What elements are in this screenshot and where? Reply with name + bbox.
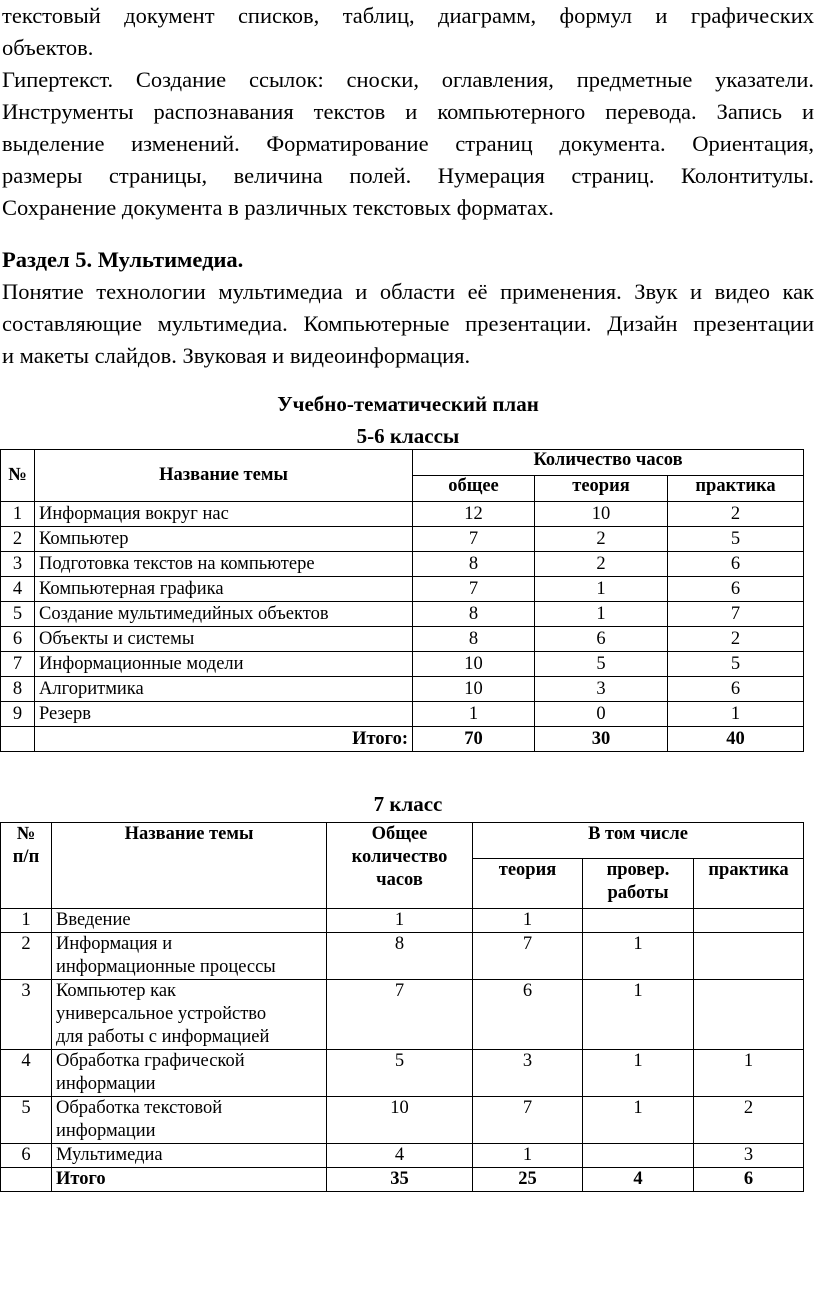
- header-total-line: часов: [376, 870, 423, 890]
- totals-theory: 25: [473, 1168, 583, 1192]
- header-practice: практика: [668, 476, 804, 502]
- row-total: 10: [413, 677, 535, 702]
- table-row-totals: [1, 727, 804, 752]
- row-practice: 1: [668, 702, 804, 727]
- row-practice: 2: [694, 1097, 804, 1144]
- row-num: 2: [1, 527, 35, 552]
- header-including: В том числе: [473, 823, 804, 859]
- row-topic: [52, 980, 327, 1050]
- row-num: 5: [1, 602, 35, 627]
- row-topic-line: Обработка текстовой: [56, 1098, 223, 1118]
- table-row: [1, 602, 804, 627]
- row-total: 8: [413, 602, 535, 627]
- header-theory: теория: [473, 859, 583, 909]
- totals-label: Итого:: [35, 727, 413, 752]
- row-theory: 6: [473, 980, 583, 1050]
- text-line: Сохранение документа в различных текстовых форматах.: [2, 195, 554, 220]
- row-num: 8: [1, 677, 35, 702]
- row-total: 12: [413, 502, 535, 527]
- row-topic: Компьютер: [35, 527, 413, 552]
- row-topic-line: информационные процессы: [56, 957, 276, 977]
- table2-subtitle: 7 класс: [373, 792, 443, 816]
- row-practice: 5: [668, 527, 804, 552]
- row-theory: 0: [535, 702, 668, 727]
- row-total: 4: [327, 1144, 473, 1168]
- header-name: Название темы: [52, 823, 327, 909]
- row-total: 7: [413, 577, 535, 602]
- header-total: общее: [413, 476, 535, 502]
- totals-check: 4: [583, 1168, 694, 1192]
- table-row: [1, 1050, 804, 1097]
- row-check: 1: [583, 1097, 694, 1144]
- row-practice: 1: [694, 1050, 804, 1097]
- table-row: [1, 577, 804, 602]
- row-num: 3: [1, 980, 52, 1050]
- row-practice: 6: [668, 577, 804, 602]
- row-check: [583, 1144, 694, 1168]
- totals-theory: 30: [535, 727, 668, 752]
- table-cell: [1, 727, 35, 752]
- row-num: 1: [1, 909, 52, 933]
- table1-subtitle: 5-6 классы: [356, 424, 460, 448]
- row-theory: 1: [473, 1144, 583, 1168]
- row-topic: [52, 1144, 327, 1168]
- table-row: [1, 909, 804, 933]
- row-topic-line: Введение: [56, 910, 131, 930]
- row-topic: Алгоритмика: [35, 677, 413, 702]
- header-total: [327, 823, 473, 909]
- row-total: 8: [327, 933, 473, 980]
- row-total: 8: [413, 627, 535, 652]
- row-theory: 1: [535, 577, 668, 602]
- row-practice: 2: [668, 502, 804, 527]
- row-total: 5: [327, 1050, 473, 1097]
- header-total-line: Общее: [371, 824, 428, 844]
- header-total-line: количество: [351, 847, 448, 867]
- row-theory: 7: [473, 933, 583, 980]
- row-practice: [694, 933, 804, 980]
- row-practice: [694, 980, 804, 1050]
- paragraph-hypertext: [2, 64, 814, 224]
- row-num: 6: [1, 1144, 52, 1168]
- header-num: [1, 823, 52, 909]
- text-line: Гипертекст. Создание ссылок: сноски, оглавления, предметные указатели.: [2, 67, 814, 92]
- header-name: Название темы: [35, 450, 413, 502]
- totals-label: Итого: [52, 1168, 327, 1192]
- row-topic-line: Информация и: [56, 934, 173, 954]
- text-line: текстовый документ списков, таблиц, диаграмм, формул и графических: [2, 3, 814, 28]
- row-practice: 2: [668, 627, 804, 652]
- row-topic: [52, 909, 327, 933]
- row-practice: 7: [668, 602, 804, 627]
- text-line: Понятие технологии мультимедиа и области её применения. Звук и видео как: [2, 279, 814, 304]
- row-topic: Объекты и системы: [35, 627, 413, 652]
- totals-total: 70: [413, 727, 535, 752]
- plan-title: Учебно-тематический план: [277, 392, 539, 416]
- row-theory: 1: [535, 602, 668, 627]
- paragraph-text-formatting: [2, 0, 814, 64]
- row-theory: 1: [473, 909, 583, 933]
- table-row: [1, 980, 804, 1050]
- row-total: 8: [413, 552, 535, 577]
- row-practice: [694, 909, 804, 933]
- row-topic-line: Мультимедиа: [56, 1145, 163, 1165]
- row-topic: Информационные модели: [35, 652, 413, 677]
- table-cell: [1, 1168, 52, 1192]
- row-topic-line: универсальное устройство: [56, 1004, 267, 1024]
- row-check: 1: [583, 933, 694, 980]
- row-num: 1: [1, 502, 35, 527]
- table-row: [1, 652, 804, 677]
- table-grade-7: [0, 822, 804, 1192]
- row-total: 7: [327, 980, 473, 1050]
- row-theory: 6: [535, 627, 668, 652]
- table-row: [1, 933, 804, 980]
- row-topic: [52, 933, 327, 980]
- row-check: 1: [583, 980, 694, 1050]
- row-theory: 2: [535, 527, 668, 552]
- totals-practice: 6: [694, 1168, 804, 1192]
- row-topic-line: для работы с информацией: [56, 1027, 270, 1047]
- header-practice: практика: [694, 859, 804, 909]
- row-topic-line: Обработка графической: [56, 1051, 245, 1071]
- row-total: 1: [413, 702, 535, 727]
- row-practice: 6: [668, 677, 804, 702]
- table-row: [1, 552, 804, 577]
- row-theory: 5: [535, 652, 668, 677]
- row-theory: 3: [535, 677, 668, 702]
- header-hours: Количество часов: [413, 450, 804, 476]
- row-check: [583, 909, 694, 933]
- row-total: 1: [327, 909, 473, 933]
- row-total: 10: [327, 1097, 473, 1144]
- header-check: [583, 859, 694, 909]
- paragraph-multimedia: [2, 276, 814, 372]
- table-row: [1, 1097, 804, 1144]
- row-num: 6: [1, 627, 35, 652]
- header-theory: теория: [535, 476, 668, 502]
- header-check-line: провер.: [606, 860, 670, 880]
- row-topic-line: информации: [56, 1121, 156, 1141]
- text-line: выделение изменений. Форматирование страниц документа. Ориентация,: [2, 131, 814, 156]
- table-row: [1, 627, 804, 652]
- table-row-totals: [1, 1168, 804, 1192]
- text-line: Инструменты распознавания текстов и компьютерного перевода. Запись и: [2, 99, 814, 124]
- row-topic-line: Компьютер как: [56, 981, 177, 1001]
- section-heading: Раздел 5. Мультимедиа.: [2, 247, 244, 272]
- table-row: [1, 1144, 804, 1168]
- row-topic: Создание мультимедийных объектов: [35, 602, 413, 627]
- row-total: 10: [413, 652, 535, 677]
- row-practice: 6: [668, 552, 804, 577]
- row-num: 5: [1, 1097, 52, 1144]
- row-topic: Информация вокруг нас: [35, 502, 413, 527]
- row-theory: 2: [535, 552, 668, 577]
- row-total: 7: [413, 527, 535, 552]
- row-topic: Подготовка текстов на компьютере: [35, 552, 413, 577]
- row-topic: Компьютерная графика: [35, 577, 413, 602]
- row-topic: Резерв: [35, 702, 413, 727]
- text-line: размеры страницы, величина полей. Нумерация страниц. Колонтитулы.: [2, 163, 814, 188]
- row-num: 3: [1, 552, 35, 577]
- row-num: 4: [1, 577, 35, 602]
- header-num-line: №: [16, 824, 36, 844]
- header-num: №: [1, 450, 35, 502]
- totals-total: 35: [327, 1168, 473, 1192]
- row-num: 9: [1, 702, 35, 727]
- row-theory: 10: [535, 502, 668, 527]
- table-row: [1, 702, 804, 727]
- row-num: 2: [1, 933, 52, 980]
- row-num: 7: [1, 652, 35, 677]
- table-grades-5-6: [0, 449, 804, 752]
- totals-practice: 40: [668, 727, 804, 752]
- header-check-line: работы: [607, 883, 669, 903]
- row-theory: 3: [473, 1050, 583, 1097]
- row-theory: 7: [473, 1097, 583, 1144]
- text-line: составляющие мультимедиа. Компьютерные презентации. Дизайн презентации: [2, 311, 814, 336]
- row-check: 1: [583, 1050, 694, 1097]
- text-line: и макеты слайдов. Звуковая и видеоинформация.: [2, 343, 471, 368]
- table-row: [1, 677, 804, 702]
- row-topic-line: информации: [56, 1074, 156, 1094]
- table-row: [1, 527, 804, 552]
- row-practice: 3: [694, 1144, 804, 1168]
- table-row: [1, 502, 804, 527]
- row-num: 4: [1, 1050, 52, 1097]
- text-line: объектов.: [2, 35, 94, 60]
- header-num-line: п/п: [12, 847, 40, 867]
- row-topic: [52, 1050, 327, 1097]
- row-practice: 5: [668, 652, 804, 677]
- row-topic: [52, 1097, 327, 1144]
